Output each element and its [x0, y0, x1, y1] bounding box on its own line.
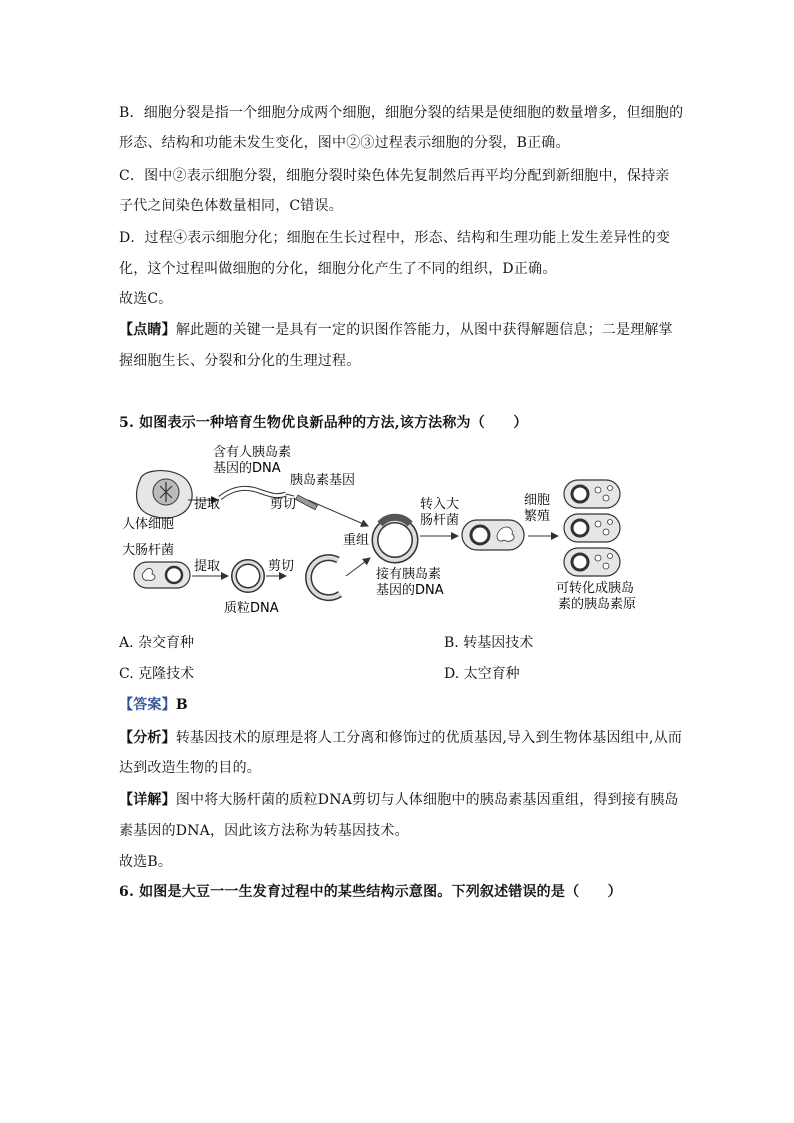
label-insulin-gene: 胰岛素基因: [290, 473, 356, 488]
note-text: 解此题的关键一是具有一定的识图作答能力，从图中获得解题信息；二是理解掌: [175, 322, 673, 338]
label-plasmid: 质粒DNA: [224, 601, 279, 616]
label-transfer-1: 转入大: [420, 497, 460, 512]
question-5-stem: 5. 如图表示一种培育生物优良新品种的方法,该方法称为（ ）: [119, 415, 528, 431]
label-reproduce-2: 繁殖: [524, 509, 551, 524]
text-line: 故选B。: [119, 854, 173, 870]
human-cell-icon: [137, 471, 193, 518]
plasmid-icon: [234, 562, 262, 590]
result-bacterium-2: [564, 514, 620, 542]
transformed-bacterium-icon: [462, 520, 524, 550]
option-a: A. 杂交育种: [119, 635, 195, 651]
label-cut-2: 剪切: [268, 559, 295, 574]
text-line: D．过程④表示细胞分化；细胞在生长过程中，形态、结构和生理功能上发生差异性的变: [119, 230, 671, 246]
label-ecoli: 大肠杆菌: [122, 543, 175, 558]
label-extract-1: 提取: [194, 497, 221, 512]
question-6-stem: 6. 如图是大豆一一生发育过程中的某些结构示意图。下列叙述错误的是（ ）: [119, 884, 622, 900]
answer-tag: 【答案】: [119, 697, 176, 713]
option-d: D. 太空育种: [444, 666, 520, 682]
analysis-text: 转基因技术的原理是将人工分离和修饰过的优质基因,导入到生物体基因组中,从而: [175, 730, 683, 746]
label-extract-2: 提取: [194, 559, 221, 574]
gene-transfer-diagram: [118, 440, 638, 620]
detail-line: [119, 790, 679, 810]
text-line: 化，这个过程叫做细胞的分化，细胞分化产生了不同的组织，D正确。: [119, 261, 557, 277]
recombinant-dna-icon: [375, 517, 415, 560]
label-recomb-dna-2: 基因的DNA: [376, 583, 444, 598]
text-line: C．图中②表示细胞分裂，细胞分裂时染色体先复制然后再平均分配到新细胞中，保持亲: [119, 168, 670, 184]
label-result-2: 素的胰岛素原: [558, 597, 637, 612]
option-b: B. 转基因技术: [444, 635, 534, 651]
highlight-note-line: [119, 320, 673, 340]
text-line: 握细胞生长、分裂和分化的生理过程。: [119, 353, 361, 369]
analysis-tag: 【分析】: [119, 730, 176, 746]
answer-value: B: [175, 697, 188, 713]
answer-line: [119, 695, 188, 715]
label-recombine: 重组: [343, 533, 370, 548]
detail-text: 图中将大肠杆菌的质粒DNA剪切与人体细胞中的胰岛素基因重组，得到接有胰岛: [175, 792, 679, 808]
label-reproduce-1: 细胞: [524, 493, 551, 508]
label-cut-1: 剪切: [270, 497, 297, 512]
detail-tag: 【详解】: [119, 792, 176, 808]
result-bacterium-3: [564, 548, 620, 576]
text-line: 素基因的DNA，因此该方法称为转基因技术。: [119, 823, 409, 839]
option-c: C. 克隆技术: [119, 666, 195, 682]
text-line: B．细胞分裂是指一个细胞分成两个细胞，细胞分裂的结果是使细胞的数量增多，但细胞的: [119, 105, 684, 121]
text-line: 故选C。: [119, 291, 173, 307]
label-human-cell: 人体细胞: [122, 517, 175, 532]
text-line: 形态、结构和功能未发生变化，图中②③过程表示细胞的分裂，B正确。: [119, 135, 570, 151]
label-result-1: 可转化成胰岛: [556, 581, 635, 596]
label-transfer-2: 肠杆菌: [420, 513, 460, 528]
label-dna-insulin-2: 基因的DNA: [213, 461, 281, 476]
cut-plasmid-icon: [309, 558, 340, 598]
text-line: 达到改造生物的目的。: [119, 760, 261, 776]
result-bacterium-1: [564, 480, 620, 508]
ecoli-cell-icon: [134, 562, 190, 588]
text-line: 子代之间染色体数量相同，C错误。: [119, 198, 343, 214]
analysis-line: [119, 728, 682, 748]
note-tag: 【点睛】: [119, 322, 176, 338]
label-dna-insulin-1: 含有人胰岛素: [213, 445, 292, 460]
label-recomb-dna-1: 接有胰岛素: [376, 567, 442, 582]
